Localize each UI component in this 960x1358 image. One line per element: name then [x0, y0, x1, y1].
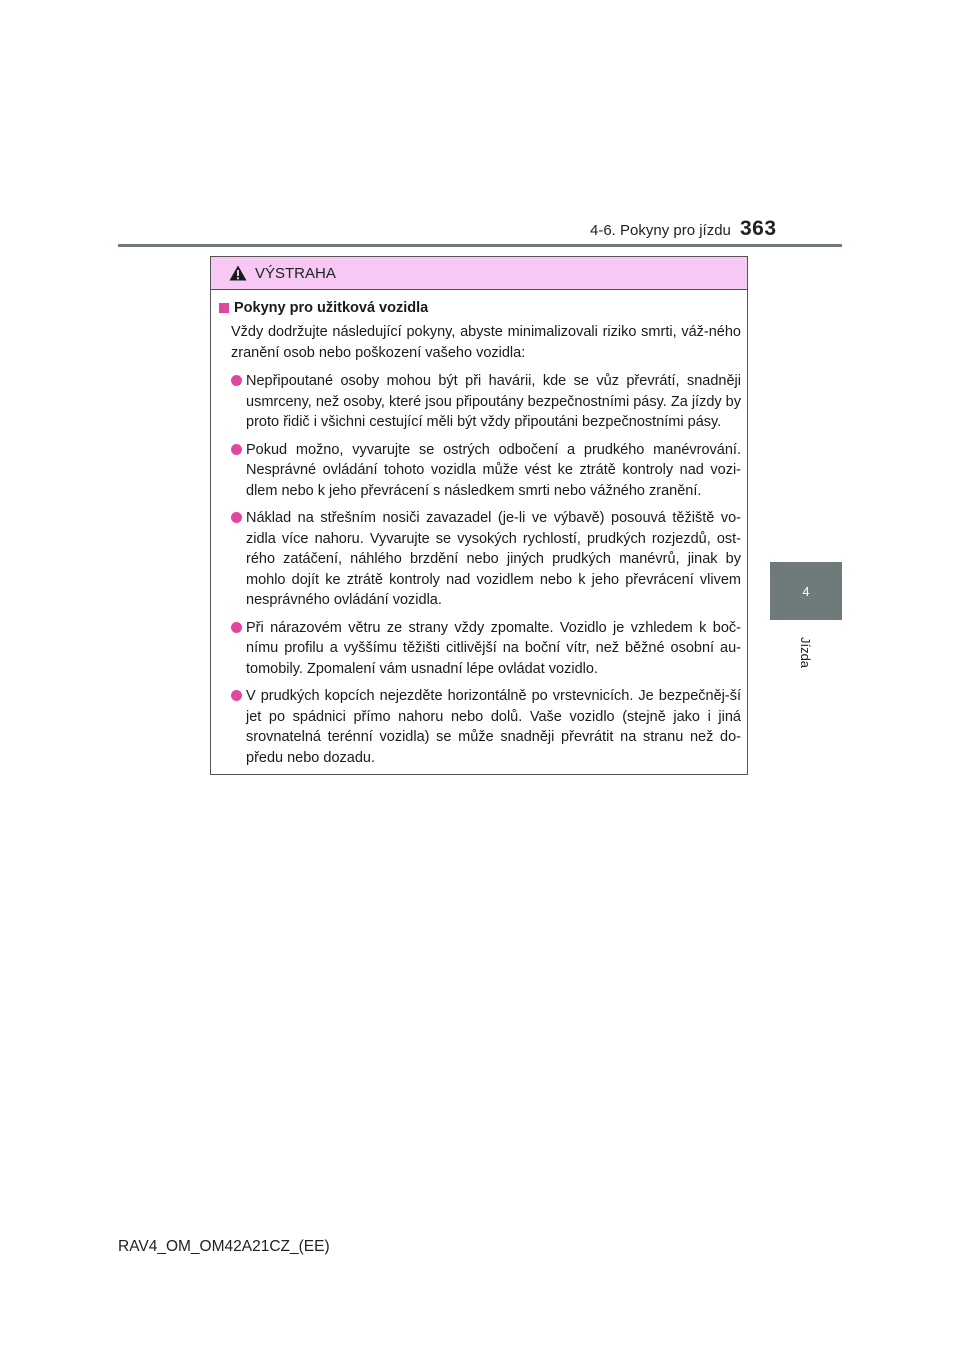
page-number: 363 — [740, 217, 777, 240]
bullet-dot-icon — [231, 444, 242, 455]
warning-subheading — [219, 300, 741, 316]
warning-subheading-text: Pokyny pro užitková vozidla — [234, 300, 429, 316]
chapter-label-text: Jízda — [798, 636, 814, 668]
bullet-dot-icon — [231, 690, 242, 701]
list-item-text: Při nárazovém větru ze strany vždy zpomalte. Vozidlo je vzhledem k boč-nímu profilu a vyššímu těžišti citlivější na boční vítr, než běžné osobní au-tomobily. Zpomalení vám usnadní lépe ovládat vozidlo. — [246, 619, 741, 677]
bullet-dot-icon — [231, 622, 242, 633]
section-title: 4-6. Pokyny pro jízdu — [590, 222, 731, 239]
warning-header — [211, 257, 747, 290]
document-code: RAV4_OM_OM42A21CZ_(EE) — [118, 1238, 330, 1255]
square-bullet-icon — [219, 303, 229, 313]
list-item-text: Nepřipoutané osoby mohou být při havárii, kde se vůz převrátí, snadněji usmrceny, než osoby, které jsou připoutány bezpečnostními pásy. Za jízdy by proto řidič i všichni cestující měli být vždy připoutáni bezpečnostními pásy. — [246, 373, 741, 430]
list-item — [219, 440, 741, 502]
list-item — [219, 618, 741, 680]
list-item — [219, 508, 741, 611]
warning-triangle-icon — [229, 265, 247, 281]
list-item-text: V prudkých kopcích nejezděte horizontálně po vrstevnicích. Je bezpečněj-ší jet po spádnici přímo nahoru nebo dolů. Vaše vozidlo (stejně jako i jiná srovnatelná terénní vozidla) se může snadněji převrátit na stranu než do-předu nebo dozadu. — [246, 688, 741, 766]
bullet-dot-icon — [231, 375, 242, 386]
header-divider — [118, 244, 842, 247]
warning-body — [211, 290, 747, 768]
list-item — [219, 686, 741, 768]
chapter-tab: 4 — [770, 562, 842, 620]
list-item-text: Náklad na střešním nosiči zavazadel (je-li ve výbavě) posouvá těžiště vo-zidla více nahoru. Vyvarujte se vysokých rychlostí, prudkých rozjezdů, ost-rého zatáčení, náhlého brzdění nebo jiných prudkých manévrů, jinak by mohlo dojít ke ztrátě kontroly nad vozidlem nebo k jeho převrácení vlivem nesprávného ovládání vozidla. — [246, 510, 741, 608]
list-item — [219, 371, 741, 433]
chapter-label — [784, 620, 828, 684]
bullet-dot-icon — [231, 512, 242, 523]
warning-box — [210, 256, 748, 775]
warning-title: VÝSTRAHA — [255, 264, 336, 282]
list-item-text: Pokud možno, vyvarujte se ostrých odbočení a prudkého manévrování. Nesprávné ovládání tohoto vozidla může vést ke ztrátě kontroly nad vozi-dlem nebo k jeho převrácení s následkem smrti nebo vážného zranění. — [246, 441, 741, 499]
warning-intro: Vždy dodržujte následující pokyny, abyste minimalizovali riziko smrti, váž-ného zranění osob nebo poškození vašeho vozidla: — [231, 324, 741, 361]
